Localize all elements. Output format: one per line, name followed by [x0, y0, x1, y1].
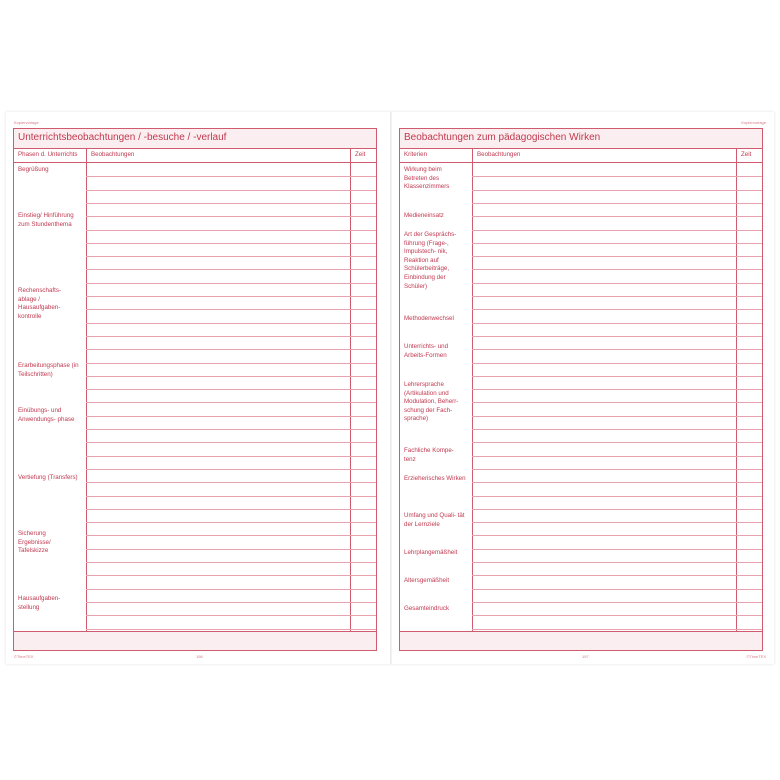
ruled-line — [472, 296, 762, 297]
ruled-line — [86, 615, 376, 616]
ruled-line — [86, 336, 376, 337]
ruled-line — [472, 535, 762, 536]
criterion-label: Erzieherisches Wirken — [404, 475, 466, 482]
ruled-line — [86, 562, 376, 563]
ruled-line — [86, 283, 376, 284]
planner-spread — [6, 112, 774, 664]
title-row — [400, 129, 762, 149]
criterion-label: Wirkung beim Betreten des Klassenzimmers — [404, 166, 450, 191]
ruled-line — [86, 190, 376, 191]
right-page — [392, 112, 774, 664]
ruled-line — [472, 309, 762, 310]
ruled-line — [86, 376, 376, 377]
criterion-label: Gesamteindruck — [404, 605, 450, 612]
ruled-line — [472, 283, 762, 284]
left-page — [6, 112, 388, 664]
header-observations: Beobachtungen — [91, 151, 135, 158]
ruled-line — [86, 535, 376, 536]
ruled-line — [472, 336, 762, 337]
header-row — [14, 148, 376, 163]
ruled-line — [472, 416, 762, 417]
ruled-line — [86, 349, 376, 350]
criterion-label: Medieneinsatz — [404, 212, 444, 219]
ruled-line — [86, 363, 376, 364]
ruled-line — [472, 456, 762, 457]
ruled-line — [86, 296, 376, 297]
page-title: Unterrichtsbeobachtungen / -besuche / -verlauf — [18, 132, 227, 143]
ruled-line — [86, 549, 376, 550]
ruled-line — [472, 562, 762, 563]
ruled-line — [472, 389, 762, 390]
criterion-label: Unterrichts- und Arbeits-Formen — [404, 343, 449, 359]
ruled-line — [86, 589, 376, 590]
footer-band — [14, 631, 376, 650]
ruled-line — [472, 243, 762, 244]
criterion-label: Lehrplangemäßheit — [404, 549, 458, 556]
ruled-line — [86, 402, 376, 403]
phase-label: Erarbeitungsphase (in Teilschritten) — [18, 362, 79, 378]
page-title: Beobachtungen zum pädagogischen Wirken — [404, 132, 601, 143]
ruled-line — [86, 575, 376, 576]
observation-table — [399, 128, 763, 651]
footer-band — [400, 631, 762, 650]
ruled-line — [472, 190, 762, 191]
title-row — [14, 129, 376, 149]
ruled-line — [472, 602, 762, 603]
ruled-line — [472, 469, 762, 470]
ruled-line — [472, 349, 762, 350]
ruled-line — [472, 482, 762, 483]
ruled-line — [472, 509, 762, 510]
ruled-line — [86, 416, 376, 417]
header-criteria: Kriterien — [404, 151, 428, 158]
criterion-label: Lehrersprache (Artikulation und Modulation, Beherr- schung der Fach- sprache) — [404, 381, 459, 423]
ruled-line — [472, 615, 762, 616]
ruled-line — [472, 549, 762, 550]
phase-label: Einübungs- und Anwendungs- phase — [18, 407, 75, 423]
header-time: Zeit — [741, 151, 752, 158]
ruled-line — [472, 216, 762, 217]
ruled-line — [472, 323, 762, 324]
corner-note: Kopiervorlage — [741, 120, 766, 125]
phase-label: Einstieg/ Hinführung zum Stundenthema — [18, 212, 74, 228]
ruled-line — [472, 363, 762, 364]
ruled-line — [86, 230, 376, 231]
ruled-line — [472, 230, 762, 231]
ruled-line — [86, 456, 376, 457]
ruled-line — [472, 442, 762, 443]
ruled-line — [86, 269, 376, 270]
header-phases: Phasen d. Unterrichts — [18, 151, 78, 158]
observation-table — [13, 128, 377, 651]
ruled-line — [472, 203, 762, 204]
ruled-line — [86, 469, 376, 470]
footer-brand: ©TimeTEX — [14, 654, 34, 659]
ruled-line — [472, 256, 762, 257]
ruled-line — [86, 256, 376, 257]
ruled-line — [86, 216, 376, 217]
header-row — [400, 148, 762, 163]
ruled-line — [472, 575, 762, 576]
ruled-line — [472, 522, 762, 523]
ruled-line — [472, 176, 762, 177]
phase-label: Begrüßung — [18, 166, 49, 173]
ruled-line — [472, 376, 762, 377]
corner-note: Kopiervorlage — [14, 120, 39, 125]
criterion-label: Umfang und Quali- tät der Lernziele — [404, 512, 465, 528]
ruled-line — [86, 243, 376, 244]
ruled-line — [86, 389, 376, 390]
ruled-line — [86, 482, 376, 483]
ruled-line — [472, 269, 762, 270]
ruled-line — [472, 429, 762, 430]
ruled-line — [86, 176, 376, 177]
footer-brand: ©TimeTEX — [746, 654, 766, 659]
ruled-line — [86, 442, 376, 443]
ruled-line — [86, 629, 376, 630]
ruled-line — [472, 496, 762, 497]
ruled-line — [86, 522, 376, 523]
ruled-line — [86, 309, 376, 310]
ruled-line — [86, 429, 376, 430]
ruled-line — [86, 203, 376, 204]
ruled-line — [86, 602, 376, 603]
phase-label: Sicherung Ergebnisse/ Tafelskizze — [18, 530, 51, 555]
ruled-line — [472, 629, 762, 630]
criterion-label: Fachliche Kompe- tenz — [404, 447, 454, 463]
header-time: Zeit — [355, 151, 366, 158]
ruled-line — [472, 402, 762, 403]
ruled-line — [86, 496, 376, 497]
page-number: 197 — [582, 654, 589, 659]
ruled-line — [86, 509, 376, 510]
ruled-line — [86, 323, 376, 324]
criterion-label: Art der Gesprächs- führung (Frage-, Impulstech- nik, Reaktion auf Schülerbeiträge, Einbindung der Schüler) — [404, 231, 457, 290]
criterion-label: Methodenwechsel — [404, 315, 454, 322]
page-number: 196 — [196, 654, 203, 659]
phase-label: Hausaufgaben- stellung — [18, 595, 61, 611]
header-observations: Beobachtungen — [477, 151, 521, 158]
phase-label: Vertiefung (Transfers) — [18, 474, 78, 481]
phase-label: Rechenschafts- ablage / Hausaufgaben- kontrolle — [18, 287, 61, 320]
ruled-line — [472, 589, 762, 590]
criterion-label: Altersgemäßheit — [404, 577, 450, 584]
